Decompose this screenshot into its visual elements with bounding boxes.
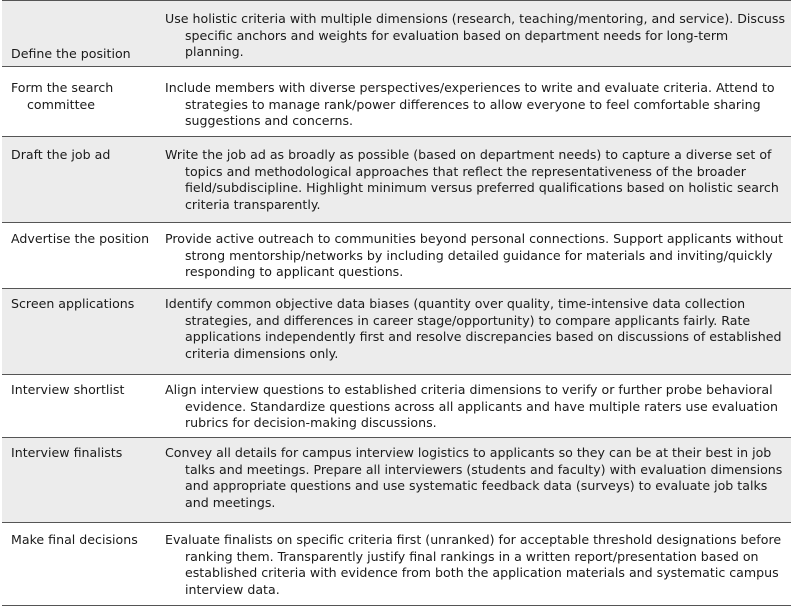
description-cell: Include members with diverse perspectives/experiences to write and evaluate criteria. Attend to strategies to manage rank/power differences to allow everyone to feel comfortable sharing suggestions and concerns.	[165, 80, 775, 128]
stage-cell	[8, 46, 156, 63]
stage-cell	[8, 445, 156, 462]
stage-cell	[8, 147, 156, 164]
table-row	[2, 523, 791, 604]
table-row	[2, 223, 791, 289]
guidelines-table	[2, 0, 791, 606]
table-row	[2, 137, 791, 223]
description-cell: Provide active outreach to communities beyond personal connections. Support applicants without strong mentorship/networks by including detailed guidance for materials and inviting/quickly responding to applicant questions.	[165, 231, 784, 279]
description-cell: Evaluate finalists on specific criteria first (unranked) for acceptable threshold designations before ranking them. Transparently justify final rankings in a written report/presentation based on established criteria with evidence from both the application materials and systematic campus interview data.	[165, 532, 782, 597]
stage-label: Interview shortlist	[11, 382, 125, 397]
stage-cell	[8, 231, 156, 248]
description-cell: Identify common objective data biases (quantity over quality, time-intensive data collection strategies, and differences in career stage/opportunity) to compare applicants fairly. Rate applications independently first and resolve discrepancies based on discussions of established criteria dimensions only.	[165, 296, 782, 361]
stage-label: Form the search committee	[11, 80, 114, 112]
stage-label: Advertise the position	[11, 231, 150, 246]
description-cell: Use holistic criteria with multiple dimensions (research, teaching/mentoring, and service). Discuss specific anchors and weights for evaluation based on department needs for long-term planning.	[165, 11, 786, 59]
table-row	[2, 67, 791, 137]
table-row	[2, 438, 791, 523]
stage-cell	[8, 80, 156, 113]
table-row	[2, 1, 791, 67]
stage-label: Define the position	[11, 46, 131, 61]
stage-label: Interview finalists	[11, 445, 123, 460]
stage-label: Draft the job ad	[11, 147, 111, 162]
table-row	[2, 289, 791, 375]
table-row	[2, 375, 791, 438]
stage-label: Screen applications	[11, 296, 135, 311]
description-cell: Align interview questions to established criteria dimensions to verify or further probe behavioral evidence. Standardize questions across all applicants and have multiple raters use evaluation rubrics for decision-making discussions.	[165, 382, 779, 430]
stage-label: Make final decisions	[11, 532, 138, 547]
stage-cell	[8, 532, 156, 549]
stage-cell	[8, 382, 156, 399]
description-cell: Convey all details for campus interview logistics to applicants so they can be at their best in job talks and meetings. Prepare all interviewers (students and faculty) with evaluation dimensions and appropriate questions and use systematic feedback data (surveys) to evaluate job talks and meetings.	[165, 445, 783, 510]
stage-cell	[8, 296, 156, 313]
description-cell: Write the job ad as broadly as possible (based on department needs) to capture a diverse set of topics and methodological approaches that reflect the representativeness of the broader field/subdiscipline. Highlight minimum versus preferred qualifications based on holistic search criteria transparently.	[165, 147, 779, 212]
